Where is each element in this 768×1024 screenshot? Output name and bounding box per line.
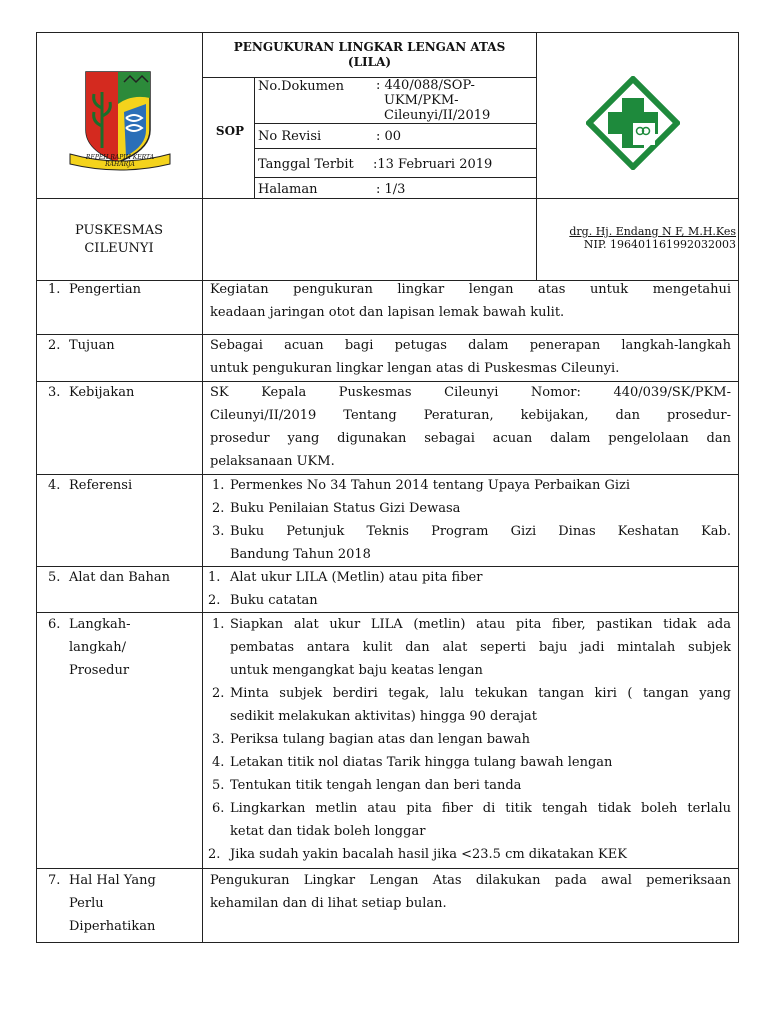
section-2-label: Tujuan [69,338,115,353]
title-line-1: PENGUKURAN LINGKAR LENGAN ATAS [233,40,506,54]
section-7-number: 7. [48,873,61,888]
title-line-2: (LILA) [347,55,392,69]
section-6-label-line: Prosedur [69,663,130,678]
divider-revisi [254,148,537,149]
step-1-line: pembatas antara kulit dan alat seperti baju jadi mintalah subjek [230,640,731,655]
step-1-text [230,613,731,682]
reference-1-text: Permenkes No 34 Tahun 2014 tentang Upaya Perbaikan Gizi [230,478,631,493]
section-3-content [210,381,731,473]
reference-1-number: 1. [212,478,225,493]
tool-2-number: 2. [208,593,221,608]
step-4-number: 4. [212,755,225,770]
section-4-content [206,474,731,566]
step-5-number: 5. [212,778,225,793]
border-bottom [36,942,739,943]
issue-date-value: :13 Februari 2019 [373,157,493,172]
border-right [738,32,739,943]
step-5-text: Tentukan titik tengah lengan dan beri tanda [230,778,522,793]
step-6-text [230,797,731,843]
emblem-motto: REPEH RAPIH KERTA RAHARJA [85,154,155,168]
signatory [539,225,736,251]
step-6-line: Lingkarkan metlin atau pita fiber di titik tengah tidak boleh terlalu [230,801,731,816]
divider-sop [254,77,255,198]
section-1-number: 1. [48,282,61,297]
sop-document [36,32,739,943]
section-7-label-line: Perlu [69,896,104,911]
reference-3-line: Bandung Tahun 2018 [230,547,371,562]
doc-number-line-1: : 440/088/SOP- [376,78,475,93]
reference-3-number: 3. [212,524,225,539]
bandung-regency-emblem [66,68,174,172]
border-top [36,32,739,33]
tool-1-text: Alat ukur LILA (Metlin) atau pita fiber [230,570,483,585]
section-2-line: Sebagai acuan bagi petugas dalam penerapan langkah-langkah [210,338,731,353]
section-2-content [210,334,731,380]
revision-label: No Revisi [258,129,322,144]
step-2-line: Minta subjek berdiri tegak, lalu tekukan tangan kiri ( tangan yang [230,686,731,701]
section-1-line: Kegiatan pengukuran lingkar lengan atas untuk mengetahui [210,282,731,297]
reference-3-line: Buku Petunjuk Teknis Program Gizi Dinas Keshatan Kab. [230,524,731,539]
section-7-content [210,869,731,915]
step-3-text: Periksa tulang bagian atas dan lengan bawah [230,732,531,747]
border-left [36,32,37,943]
tool-1-number: 1. [208,570,221,585]
puskesmas-logo [586,76,680,170]
organization-name [36,222,202,258]
doc-number-line-2: UKM/PKM- [384,93,459,108]
page-value: : 1/3 [376,182,406,197]
section-3-line: SK Kepala Puskesmas Cileunyi Nomor: 440/039/SK/PKM- [210,385,731,400]
section-6-label-line: langkah/ [69,640,126,655]
step-7-text: Jika sudah yakin bacalah hasil jika <23.5 cm dikatakan KEK [230,847,627,862]
step-2-number: 2. [212,686,225,701]
page-label: Halaman [258,182,318,197]
section-3-line: prosedur yang digunakan sebagai acuan dalam pengelolaan dan [210,431,731,446]
step-2-line: sedikit melakukan aktivitas) hingga 90 derajat [230,709,537,724]
reference-2-number: 2. [212,501,225,516]
section-6-content [206,613,731,868]
section-2-line: untuk pengukuran lingkar lengan atas di Puskesmas Cileunyi. [210,361,620,376]
step-6-number: 6. [212,801,225,816]
step-1-line: untuk mengangkat baju keatas lengan [230,663,483,678]
section-5-number: 5. [48,570,61,585]
step-6-line: ketat dan tidak boleh longgar [230,824,426,839]
section-7-label [69,869,156,938]
section-6-label [69,613,130,682]
signer-name: drg. Hj. Endang N F, M.H.Kes [569,225,736,238]
section-3-number: 3. [48,385,61,400]
section-3-line: Cileunyi/II/2019 Tentang Peraturan, kebijakan, dan prosedur- [210,408,731,423]
step-4-text: Letakan titik nol diatas Tarik hingga tulang bawah lengan [230,755,613,770]
step-1-number: 1. [212,617,225,632]
tool-2-text: Buku catatan [230,593,318,608]
sop-label: SOP [215,124,245,138]
health-cross-icon [586,76,680,170]
section-7-label-line: Diperhatikan [69,919,156,934]
doc-number-label: No.Dokumen [258,79,344,94]
step-7-number: 2. [208,847,221,862]
divider-docno [254,123,537,124]
signer-nip: NIP. 196401161992032003 [583,238,736,251]
section-4-label: Referensi [69,478,133,493]
reference-2-text: Buku Penilaian Status Gizi Dewasa [230,501,461,516]
org-line-1: PUSKESMAS [74,223,164,238]
section-2-number: 2. [48,338,61,353]
section-7-label-line: Hal Hal Yang [69,873,156,888]
divider-left-column [202,198,203,943]
org-line-2: CILEUNYI [84,241,154,256]
section-5-label: Alat dan Bahan [69,570,171,585]
section-1-content [210,278,731,324]
section-7-line: Pengukuran Lingkar Lengan Atas dilakukan pada awal pemeriksaan [210,873,731,888]
step-2-text [230,682,731,728]
section-1-line: keadaan jaringan otot dan lapisan lemak bawah kulit. [210,305,565,320]
revision-value: : 00 [376,129,402,144]
doc-number-value [376,78,490,123]
section-1-label: Pengertian [69,282,141,297]
section-3-line: pelaksanaan UKM. [210,454,335,469]
reference-3-text [230,520,731,566]
section-6-label-line: Langkah- [69,617,131,632]
issue-date-label: Tanggal Terbit [258,157,354,172]
section-4-number: 4. [48,478,61,493]
step-3-number: 3. [212,732,225,747]
document-title [202,40,537,70]
section-3-label: Kebijakan [69,385,135,400]
step-1-line: Siapkan alat ukur LILA (metlin) atau pita fiber, pastikan tidak ada [230,617,731,632]
doc-number-line-3: Cileunyi/II/2019 [384,108,491,123]
section-6-number: 6. [48,617,61,632]
section-7-line: kehamilan dan di lihat setiap bulan. [210,896,447,911]
